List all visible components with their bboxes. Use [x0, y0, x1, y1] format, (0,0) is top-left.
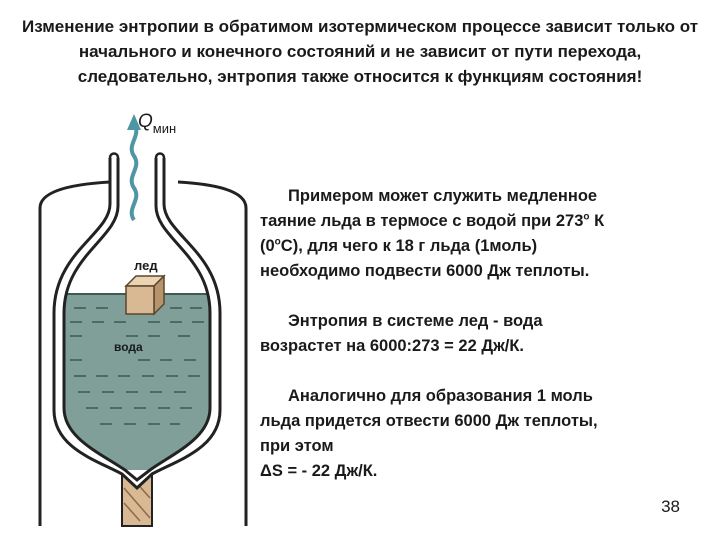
p1-line-3 — [260, 237, 537, 255]
ice-cube — [126, 276, 164, 314]
p3-line-4: ΔS = - 22 Дж/К. — [260, 462, 378, 480]
p2-line-2: возрастет на 6000:273 = 22 Дж/К. — [260, 337, 525, 355]
water-label: вода — [114, 340, 143, 354]
p2-line-1: Энтропия в системе лед - вода — [288, 312, 543, 330]
paragraph-entropy-increase — [260, 309, 700, 359]
p1-line-1: Примером может служить медленное — [288, 187, 598, 205]
thermos-drawing — [30, 108, 260, 528]
paragraph-ice-melting — [260, 184, 700, 284]
explanation-text — [260, 184, 700, 484]
paragraph-freezing — [260, 384, 700, 484]
ice-label: лед — [134, 258, 158, 273]
page-number: 38 — [661, 497, 680, 516]
degree-sup-1: о — [583, 211, 590, 223]
p1-line-2 — [260, 212, 604, 230]
heat-subscript: мин — [152, 121, 177, 136]
degree-sup-2: о — [274, 236, 281, 248]
p3-line-3: при этом — [260, 437, 334, 455]
p1-line-2a: таяние льда в термосе с водой при 273 — [260, 212, 584, 230]
p1-line-2b: К — [589, 212, 605, 230]
p3-line-2: льда придется отвести 6000 Дж теплоты, — [260, 412, 598, 430]
heat-label — [138, 111, 177, 136]
slide-title: Изменение энтропии в обратимом изотермическом процессе зависит только от начального и конечного состояний и не зависит от пути перехода, следовательно, энтропия также относится к функциям состояния! — [21, 17, 699, 86]
p1-line-3b: С), для чего к 18 г льда (1моль) — [280, 237, 538, 255]
p1-line-3a: (0 — [260, 237, 275, 255]
p1-line-4: необходимо подвести 6000 Дж теплоты. — [260, 262, 590, 280]
heat-symbol: Q — [138, 111, 153, 132]
p3-line-1: Аналогично для образования 1 моль — [288, 387, 593, 405]
thermos-illustration — [30, 108, 260, 528]
